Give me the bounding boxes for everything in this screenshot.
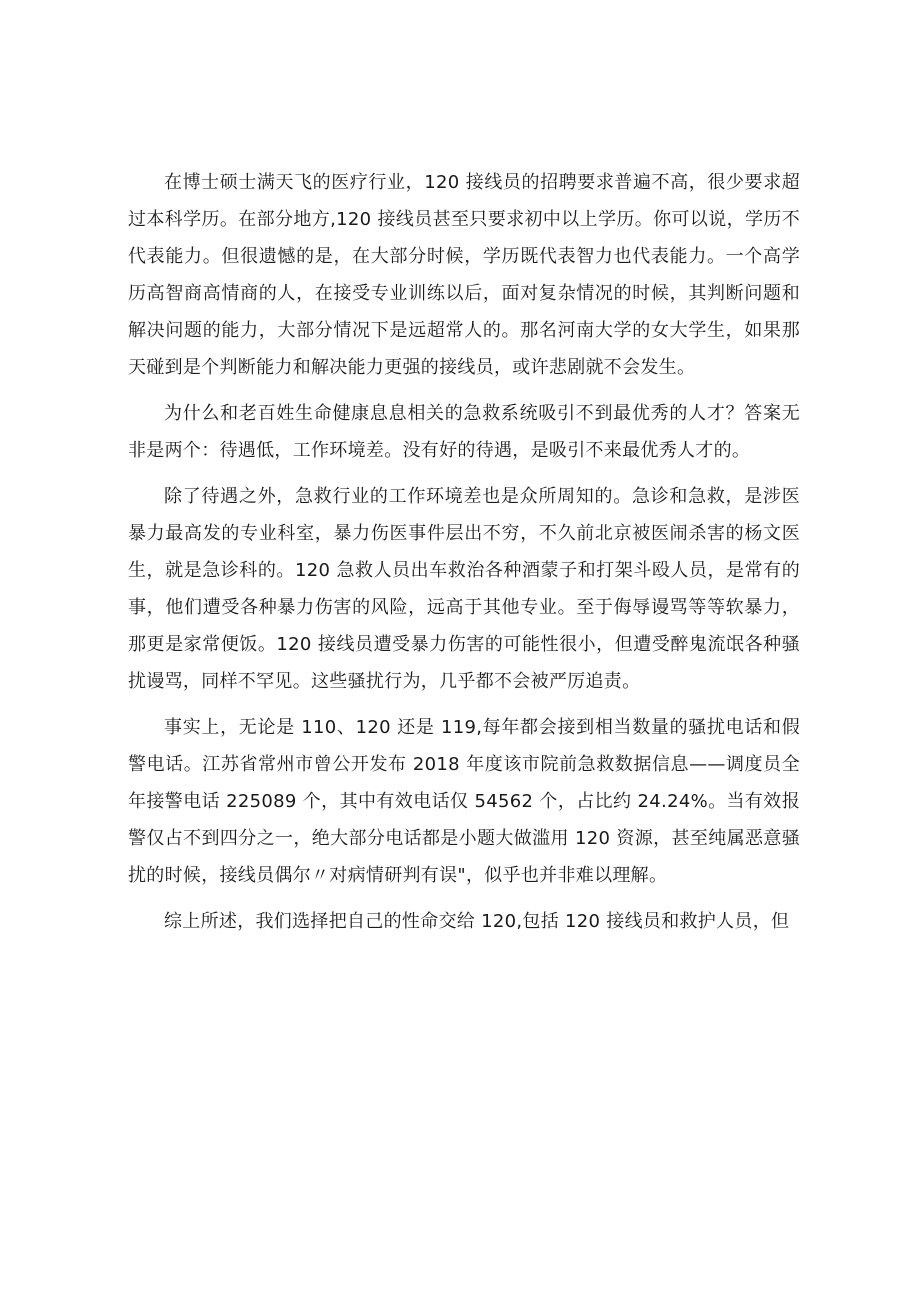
paragraph-4: 事实上，无论是 110、120 还是 119,每年都会接到相当数量的骚扰电话和假警电话。江苏省常州市曾公开发布 2018 年度该市院前急救数据信息——调度员全年接警电话 225089 个，其中有效电话仅 54562 个，占比约 24.24%。当有效报警仅占不到四分之一，绝大部分电话都是小题大做滥用 120 资源，甚至纯属恶意骚扰的时候，接线员偶尔〃对病情研判有误"，似乎也并非难以理解。: [128, 717, 800, 886]
paragraph-3: 除了待遇之外，急救行业的工作环境差也是众所周知的。急诊和急救，是涉医暴力最高发的专业科室，暴力伤医事件层出不穷，不久前北京被医闹杀害的杨文医生，就是急诊科的。120 急救人员出车救治各种酒蒙子和打架斗殴人员，是常有的事，他们遭受各种暴力伤害的风险，远高于其他专业。至于侮辱谩骂等等软暴力，那更是家常便饭。120 接线员遭受暴力伤害的可能性很小，但遭受醉鬼流氓各种骚扰谩骂，同样不罕见。这些骚扰行为，几乎都不会被严厉追责。: [128, 486, 800, 692]
paragraph-5: 综上所述，我们选择把自己的性命交给 120,包括 120 接线员和救护人员，但: [164, 911, 790, 932]
document-body: [128, 164, 800, 949]
paragraph-1: 在博士硕士满天飞的医疗行业，120 接线员的招聘要求普遍不高，很少要求超过本科学历。在部分地方,120 接线员甚至只要求初中以上学历。你可以说，学历不代表能力。但很遗憾的是，在大部分时候，学历既代表智力也代表能力。一个高学历高智商高情商的人，在接受专业训练以后，面对复杂情况的时候，其判断问题和解决问题的能力，大部分情况下是远超常人的。那名河南大学的女大学生，如果那天碰到是个判断能力和解决能力更强的接线员，或许悲剧就不会发生。: [128, 172, 800, 378]
paragraph-2: 为什么和老百姓生命健康息息相关的急救系统吸引不到最优秀的人才？答案无非是两个：待遇低，工作环境差。没有好的待遇，是吸引不来最优秀人才的。: [128, 403, 800, 461]
